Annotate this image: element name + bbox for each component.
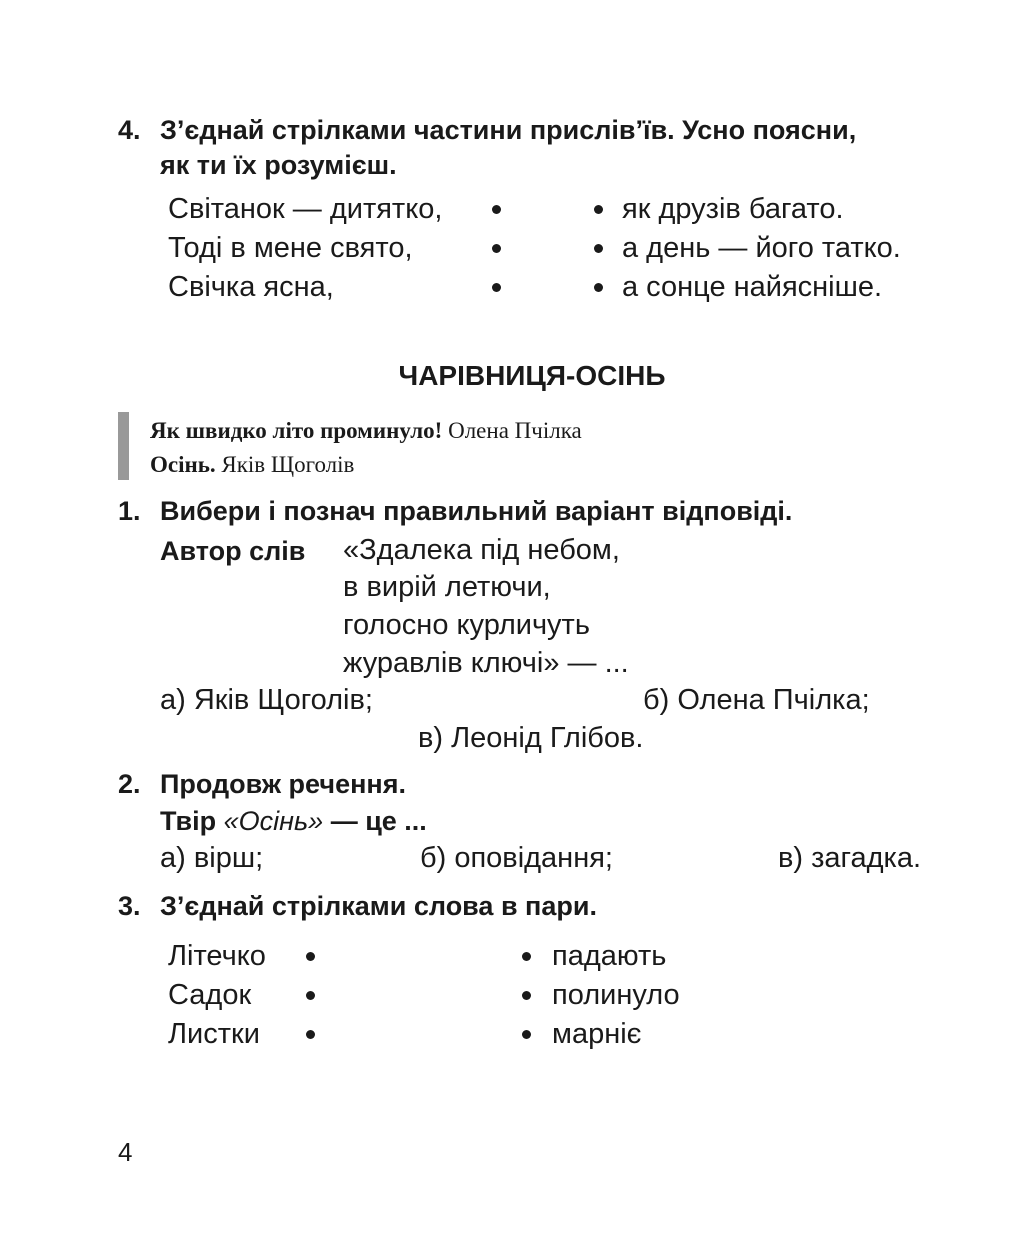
proverb-right-1: як друзів багато. bbox=[622, 193, 844, 225]
page-number: 4 bbox=[118, 1137, 133, 1167]
word-left-2: Садок bbox=[168, 979, 252, 1011]
proverb-right-2: а день — його татко. bbox=[622, 232, 901, 264]
proverb-left-3: Свічка ясна, bbox=[168, 271, 334, 303]
match-dot[interactable] bbox=[594, 205, 603, 214]
word-left-1: Літечко bbox=[168, 940, 266, 972]
task2-number: 2. bbox=[118, 769, 141, 799]
task1-number: 1. bbox=[118, 496, 141, 526]
match-dot[interactable] bbox=[594, 283, 603, 292]
word-right-2: полинуло bbox=[552, 979, 680, 1011]
word-right-3: марніє bbox=[552, 1018, 642, 1050]
proverb-left-1: Світанок — дитятко, bbox=[168, 193, 443, 225]
task2-option-b[interactable]: б) оповідання; bbox=[420, 842, 613, 874]
match-dot[interactable] bbox=[306, 991, 315, 1000]
prompt-end: — це ... bbox=[330, 806, 427, 836]
task3-number: 3. bbox=[118, 891, 141, 921]
task1-option-c[interactable]: в) Леонід Глібов. bbox=[418, 722, 644, 754]
reference-author: Яків Щоголів bbox=[221, 452, 355, 477]
task1-label: Автор слів bbox=[160, 536, 306, 566]
task2-option-c[interactable]: в) загадка. bbox=[778, 842, 922, 874]
section-title: ЧАРІВНИЦЯ-ОСІНЬ bbox=[398, 360, 666, 391]
proverb-right-3: а сонце найясніше. bbox=[622, 271, 883, 303]
match-dot[interactable] bbox=[522, 1030, 531, 1039]
reference-author: Олена Пчілка bbox=[448, 418, 582, 443]
prompt-title: «Осінь» bbox=[223, 806, 324, 836]
prompt-start: Твір bbox=[160, 806, 217, 836]
reference-2 bbox=[150, 450, 354, 480]
reference-bar bbox=[118, 412, 129, 480]
task4-heading-line2: як ти їх розумієш. bbox=[160, 150, 397, 180]
match-dot[interactable] bbox=[492, 283, 501, 292]
match-dot[interactable] bbox=[306, 952, 315, 961]
match-dot[interactable] bbox=[522, 952, 531, 961]
poem-line: в вирій летючи, bbox=[343, 571, 551, 603]
match-dot[interactable] bbox=[594, 244, 603, 253]
match-dot[interactable] bbox=[492, 244, 501, 253]
task2-heading: Продовж речення. bbox=[160, 769, 406, 799]
task1-option-b[interactable]: б) Олена Пчілка; bbox=[643, 684, 870, 716]
word-left-3: Листки bbox=[168, 1018, 260, 1050]
match-dot[interactable] bbox=[522, 991, 531, 1000]
task4-heading-line1: З’єднай стрілками частини прислів’їв. Усно поясни, bbox=[160, 115, 857, 145]
task1-heading: Вибери і познач правильний варіант відповіді. bbox=[160, 496, 793, 526]
proverb-left-2: Тоді в мене свято, bbox=[168, 232, 413, 264]
task2-option-a[interactable]: а) вірш; bbox=[160, 842, 264, 874]
task4-number: 4. bbox=[118, 115, 141, 145]
word-right-1: падають bbox=[552, 940, 667, 972]
task3-heading: З’єднай стрілками слова в пари. bbox=[160, 891, 597, 921]
match-dot[interactable] bbox=[492, 205, 501, 214]
poem-line: голосно курличуть bbox=[343, 609, 590, 641]
poem-line: «Здалека під небом, bbox=[343, 534, 620, 566]
task1-option-a[interactable]: а) Яків Щоголів; bbox=[160, 684, 373, 716]
reference-1 bbox=[150, 416, 582, 446]
task2-prompt bbox=[160, 803, 427, 839]
reference-title: Осінь. bbox=[150, 452, 216, 477]
match-dot[interactable] bbox=[306, 1030, 315, 1039]
reference-title: Як швидко літо проминуло! bbox=[150, 418, 443, 443]
poem-line: журавлів ключі» — ... bbox=[343, 647, 629, 679]
